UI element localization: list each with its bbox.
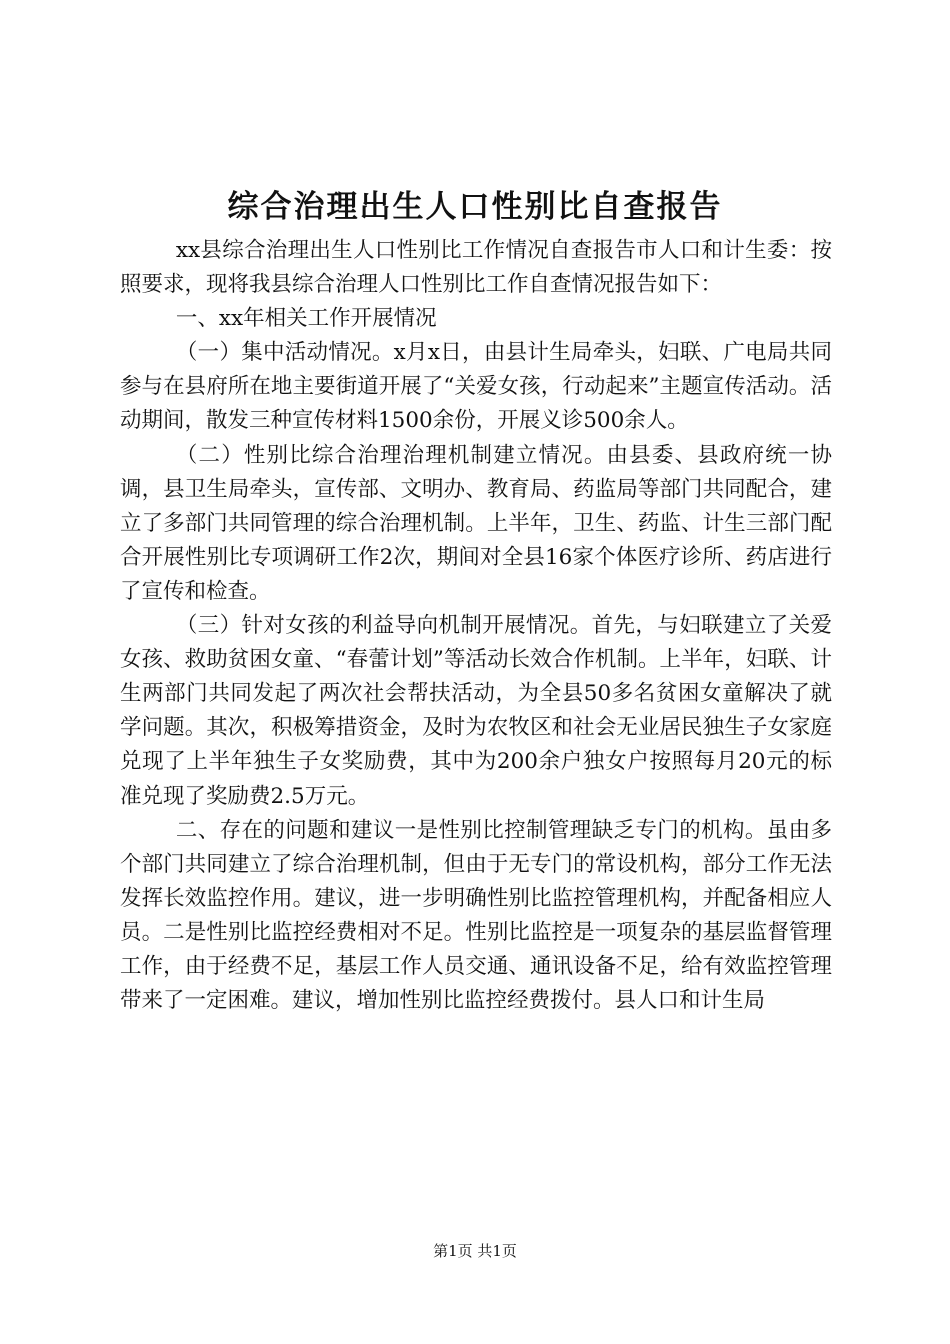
paragraph-problems: 二、存在的问题和建议一是性别比控制管理缺乏专门的机构。虽由多个部门共同建立了综合治理机制，但由于无专门的常设机构，部分工作无法发挥长效监控作用。建议，进一步明确性别比监控管理机构，并配备相应人员。二是性别比监控经费相对不足。性别比监控是一项复杂的基层监督管理工作，由于经费不足，基层工作人员交通、通讯设备不足，给有效监控管理带来了一定困难。建议，增加性别比监控经费拨付。县人口和计生局: [120, 817, 832, 1014]
page-footer: [0, 1240, 950, 1262]
section-heading-1: 一、xx年相关工作开展情况: [175, 306, 437, 332]
document-body: [120, 234, 832, 1018]
page-number: 第1页: [433, 1242, 473, 1260]
document-title: 综合治理出生人口性别比自查报告: [227, 189, 723, 225]
page-total: 共1页: [477, 1242, 517, 1260]
paragraph-intro: xx县综合治理出生人口性别比工作情况自查报告市人口和计生委：按照要求，现将我县综合治理人口性别比工作自查情况报告如下：: [120, 238, 832, 298]
paragraph-mechanism: （二）性别比综合治理治理机制建立情况。由县委、县政府统一协调，县卫生局牵头，宣传部、文明办、教育局、药监局等部门共同配合，建立了多部门共同管理的综合治理机制。上半年，卫生、药监、计生三部门配合开展性别比专项调研工作2次，期间对全县16家个体医疗诊所、药店进行了宣传和检查。: [120, 442, 832, 604]
paragraph-incentive: （三）针对女孩的利益导向机制开展情况。首先，与妇联建立了关爱女孩、救助贫困女童、“春蕾计划”等活动长效合作机制。上半年，妇联、计生两部门共同发起了两次社会帮扶活动，为全县50多名贫困女童解决了就学问题。其次，积极筹措资金，及时为农牧区和社会无业居民独生子女家庭兑现了上半年独生子女奖励费，其中为200余户独女户按照每月20元的标准兑现了奖励费2.5万元。: [120, 613, 832, 809]
paragraph-activity: （一）集中活动情况。x月x日，由县计生局牵头，妇联、广电局共同参与在县府所在地主要街道开展了“关爱女孩，行动起来”主题宣传活动。活动期间，散发三种宣传材料1500余份，开展义诊500余人。: [120, 340, 832, 434]
